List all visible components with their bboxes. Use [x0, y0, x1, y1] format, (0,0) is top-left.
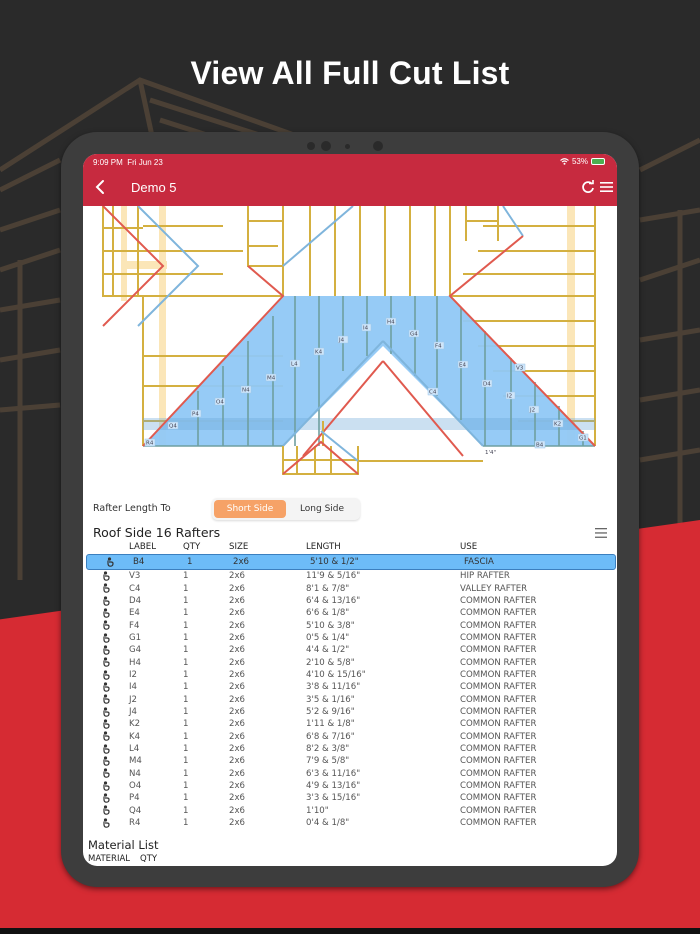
cell-use: FASCIA [464, 557, 494, 567]
rafter-length-toggle-row [93, 495, 613, 521]
header-length: LENGTH [306, 542, 341, 552]
camera-lens-2 [373, 141, 383, 151]
table-row[interactable] [83, 755, 617, 767]
rafter-hand-icon [83, 818, 129, 829]
rafter-hand-icon [83, 633, 129, 644]
cell-label: I4 [129, 682, 138, 693]
status-date-text: Fri Jun 23 [127, 158, 163, 167]
cell-label: K4 [129, 731, 141, 742]
table-row[interactable] [83, 619, 617, 631]
cell-length: 4'9 & 13/16" [306, 781, 361, 792]
svg-text:O4: O4 [216, 399, 224, 406]
cell-use: COMMON RAFTER [460, 706, 537, 717]
header-qty: QTY [183, 542, 201, 552]
status-indicators [560, 157, 605, 166]
roof-diagram[interactable] [83, 206, 617, 496]
svg-text:K2: K2 [554, 421, 562, 428]
svg-text:K4: K4 [315, 349, 323, 356]
cell-qty: 1 [183, 768, 189, 779]
cell-label: I2 [129, 669, 138, 680]
rafter-hand-icon [83, 805, 129, 816]
svg-text:J4: J4 [339, 337, 345, 344]
cell-size: 2x6 [229, 583, 246, 594]
cell-size: 2x6 [229, 743, 246, 754]
svg-text:J2: J2 [530, 407, 536, 414]
cell-qty: 1 [183, 756, 189, 767]
header-label: LABEL [129, 542, 156, 552]
cell-length: 1'10" [306, 805, 329, 816]
cell-label: H4 [129, 657, 141, 668]
cell-length: 2'10 & 5/8" [306, 657, 355, 668]
material-list-title: Material List [88, 838, 159, 852]
rafter-hand-icon [83, 670, 129, 681]
table-row[interactable] [83, 570, 617, 582]
header-size: SIZE [229, 542, 249, 552]
cell-qty: 1 [183, 743, 189, 754]
table-row[interactable] [83, 632, 617, 644]
list-menu-icon[interactable] [595, 528, 607, 538]
bottom-bar [0, 928, 700, 934]
cell-label: J2 [129, 694, 138, 705]
cell-size: 2x6 [229, 571, 246, 582]
cell-qty: 1 [183, 645, 189, 656]
svg-text:I4: I4 [363, 325, 369, 332]
promo-title: View All Full Cut List [190, 55, 510, 91]
cell-qty: 1 [183, 583, 189, 594]
cell-size: 2x6 [229, 657, 246, 668]
back-button[interactable] [93, 178, 109, 196]
cell-length: 0'5 & 1/4" [306, 632, 350, 643]
hamburger-menu-icon[interactable] [600, 181, 613, 193]
svg-text:E4: E4 [459, 362, 466, 369]
rafter-hand-icon [83, 571, 129, 582]
cell-label: J4 [129, 706, 138, 717]
cell-length: 5'2 & 9/16" [306, 706, 355, 717]
cell-size: 2x6 [229, 620, 246, 631]
cell-label: N4 [129, 768, 141, 779]
cell-qty: 1 [183, 706, 189, 717]
header-icon-col [83, 540, 129, 554]
table-row[interactable] [83, 595, 617, 607]
svg-text:C4: C4 [429, 389, 437, 396]
cell-qty: 1 [183, 694, 189, 705]
short-side-option[interactable]: Short Side [214, 500, 286, 518]
table-row[interactable] [83, 768, 617, 780]
sensor-dot [345, 144, 350, 149]
svg-text:V3: V3 [516, 365, 524, 372]
table-row[interactable] [83, 780, 617, 792]
svg-text:I2: I2 [507, 393, 513, 400]
cell-use: COMMON RAFTER [460, 595, 537, 606]
rafter-hand-icon [83, 608, 129, 619]
svg-text:G4: G4 [410, 331, 418, 338]
cell-size: 2x6 [229, 608, 246, 619]
rafter-length-label: Rafter Length To [93, 503, 171, 514]
cell-use: VALLEY RAFTER [460, 583, 528, 594]
svg-text:B4: B4 [536, 442, 544, 449]
rafter-hand-icon [83, 793, 129, 804]
cell-length: 6'3 & 11/16" [306, 768, 361, 779]
rafter-hand-icon [83, 694, 129, 705]
cell-use: COMMON RAFTER [460, 793, 537, 804]
cell-use: COMMON RAFTER [460, 682, 537, 693]
cell-qty: 1 [183, 608, 189, 619]
cell-size: 2x6 [229, 781, 246, 792]
cell-label: F4 [129, 620, 140, 631]
cell-qty: 1 [183, 731, 189, 742]
svg-text:M4: M4 [267, 375, 276, 382]
table-row[interactable] [83, 582, 617, 594]
cell-length: 4'4 & 1/2" [306, 645, 350, 656]
cell-use: COMMON RAFTER [460, 620, 537, 631]
cell-label: G1 [129, 632, 142, 643]
cell-size: 2x6 [229, 669, 246, 680]
table-row[interactable] [83, 718, 617, 730]
table-row[interactable] [83, 693, 617, 705]
cell-label: V3 [129, 571, 141, 582]
cell-size: 2x6 [229, 632, 246, 643]
cell-use: COMMON RAFTER [460, 645, 537, 656]
svg-text:L4: L4 [291, 361, 298, 368]
cell-use: COMMON RAFTER [460, 731, 537, 742]
cell-size: 2x6 [229, 731, 246, 742]
material-header-qty: QTY [140, 854, 158, 864]
svg-text:P4: P4 [192, 411, 199, 418]
cell-label: K2 [129, 719, 141, 730]
cell-length: 7'9 & 5/8" [306, 756, 350, 767]
rafter-hand-icon [83, 744, 129, 755]
cell-size: 2x6 [229, 682, 246, 693]
cell-length: 5'10 & 1/2" [310, 557, 359, 567]
table-row[interactable] [83, 743, 617, 755]
cell-label: B4 [133, 557, 145, 567]
cell-size: 2x6 [229, 595, 246, 606]
rafter-length-segmented-control[interactable] [212, 498, 360, 520]
cell-label: D4 [129, 595, 142, 606]
cell-qty: 1 [187, 557, 193, 567]
battery-icon [591, 158, 605, 165]
section-title: Roof Side 16 Rafters [93, 525, 221, 540]
cell-size: 2x6 [233, 557, 250, 567]
svg-text:H4: H4 [387, 319, 395, 326]
table-row[interactable] [86, 554, 616, 570]
cell-qty: 1 [183, 632, 189, 643]
table-row[interactable] [83, 669, 617, 681]
cell-qty: 1 [183, 719, 189, 730]
cell-use: COMMON RAFTER [460, 632, 537, 643]
rafter-hand-icon [83, 620, 129, 631]
cell-length: 3'5 & 1/16" [306, 694, 355, 705]
header-use: USE [460, 542, 478, 552]
rafter-hand-icon [83, 707, 129, 718]
cell-label: R4 [129, 818, 141, 829]
cell-label: O4 [129, 781, 142, 792]
cell-qty: 1 [183, 793, 189, 804]
cell-size: 2x6 [229, 694, 246, 705]
battery-percent: 53% [571, 157, 588, 166]
table-body [83, 554, 617, 829]
cell-length: 3'8 & 11/16" [306, 682, 361, 693]
cell-length: 1'11 & 1/8" [306, 719, 355, 730]
svg-text:G1: G1 [579, 435, 587, 442]
table-row[interactable] [83, 805, 617, 817]
rafter-hand-icon [83, 731, 129, 742]
rafter-hand-icon [83, 583, 129, 594]
cell-use: COMMON RAFTER [460, 818, 537, 829]
rafter-hand-icon [83, 719, 129, 730]
status-time-text: 9:09 PM [93, 158, 123, 167]
table-row[interactable] [83, 656, 617, 668]
rafter-hand-icon [87, 557, 133, 568]
cell-use: COMMON RAFTER [460, 657, 537, 668]
cell-length: 3'3 & 15/16" [306, 793, 361, 804]
cell-size: 2x6 [229, 768, 246, 779]
cell-length: 6'6 & 1/8" [306, 608, 350, 619]
cell-qty: 1 [183, 571, 189, 582]
cell-label: E4 [129, 608, 140, 619]
cell-size: 2x6 [229, 805, 246, 816]
cell-qty: 1 [183, 657, 189, 668]
cell-size: 2x6 [229, 756, 246, 767]
cell-size: 2x6 [229, 793, 246, 804]
cell-size: 2x6 [229, 706, 246, 717]
rafter-hand-icon [83, 657, 129, 668]
cell-use: COMMON RAFTER [460, 743, 537, 754]
camera-lens [321, 141, 331, 151]
cell-length: 11'9 & 5/16" [306, 571, 361, 582]
cell-use: HIP RAFTER [460, 571, 510, 582]
wifi-icon [560, 158, 569, 165]
table-row[interactable] [83, 730, 617, 742]
svg-text:D4: D4 [483, 381, 491, 388]
cell-use: COMMON RAFTER [460, 781, 537, 792]
refresh-icon[interactable] [581, 180, 595, 194]
svg-text:Q4: Q4 [169, 423, 177, 430]
svg-text:F4: F4 [435, 343, 442, 350]
rafter-hand-icon [83, 756, 129, 767]
dimension-text: 1'4" [485, 450, 497, 456]
cell-qty: 1 [183, 781, 189, 792]
cell-use: COMMON RAFTER [460, 669, 537, 680]
cell-label: Q4 [129, 805, 142, 816]
status-time [93, 158, 163, 167]
cell-label: L4 [129, 743, 140, 754]
material-list-header [88, 854, 157, 864]
cell-label: G4 [129, 645, 142, 656]
camera-dot [307, 142, 315, 150]
cell-label: M4 [129, 756, 142, 767]
rafter-hand-icon [83, 645, 129, 656]
cell-size: 2x6 [229, 818, 246, 829]
cell-label: C4 [129, 583, 141, 594]
cell-label: P4 [129, 793, 140, 804]
cell-use: COMMON RAFTER [460, 756, 537, 767]
rafter-hand-icon [83, 682, 129, 693]
cell-qty: 1 [183, 669, 189, 680]
table-row[interactable] [83, 706, 617, 718]
long-side-option[interactable]: Long Side [299, 504, 345, 514]
rafter-hand-icon [83, 768, 129, 779]
tablet-frame [61, 132, 639, 887]
cell-qty: 1 [183, 805, 189, 816]
cell-length: 6'8 & 7/16" [306, 731, 355, 742]
cell-size: 2x6 [229, 719, 246, 730]
app-screen [83, 154, 617, 866]
cell-use: COMMON RAFTER [460, 608, 537, 619]
app-header [83, 154, 617, 206]
svg-text:R4: R4 [146, 440, 154, 447]
cell-use: COMMON RAFTER [460, 805, 537, 816]
cell-qty: 1 [183, 682, 189, 693]
table-row[interactable] [83, 681, 617, 693]
rafter-table [83, 540, 617, 829]
cell-length: 6'4 & 13/16" [306, 595, 361, 606]
cell-use: COMMON RAFTER [460, 694, 537, 705]
cell-length: 8'1 & 7/8" [306, 583, 350, 594]
cell-qty: 1 [183, 620, 189, 631]
table-row[interactable] [83, 607, 617, 619]
cell-length: 4'10 & 15/16" [306, 669, 366, 680]
material-header-material: MATERIAL [88, 854, 131, 864]
cell-qty: 1 [183, 818, 189, 829]
cell-use: COMMON RAFTER [460, 768, 537, 779]
cell-length: 5'10 & 3/8" [306, 620, 355, 631]
svg-text:N4: N4 [242, 387, 250, 394]
rafter-hand-icon [83, 781, 129, 792]
cell-length: 0'4 & 1/8" [306, 818, 350, 829]
cell-length: 8'2 & 3/8" [306, 743, 350, 754]
table-row[interactable] [83, 644, 617, 656]
cell-size: 2x6 [229, 645, 246, 656]
cell-use: COMMON RAFTER [460, 719, 537, 730]
cell-qty: 1 [183, 595, 189, 606]
page-title: Demo 5 [131, 180, 177, 195]
table-row[interactable] [83, 792, 617, 804]
rafter-hand-icon [83, 596, 129, 607]
table-header [83, 540, 617, 554]
table-row[interactable] [83, 817, 617, 829]
